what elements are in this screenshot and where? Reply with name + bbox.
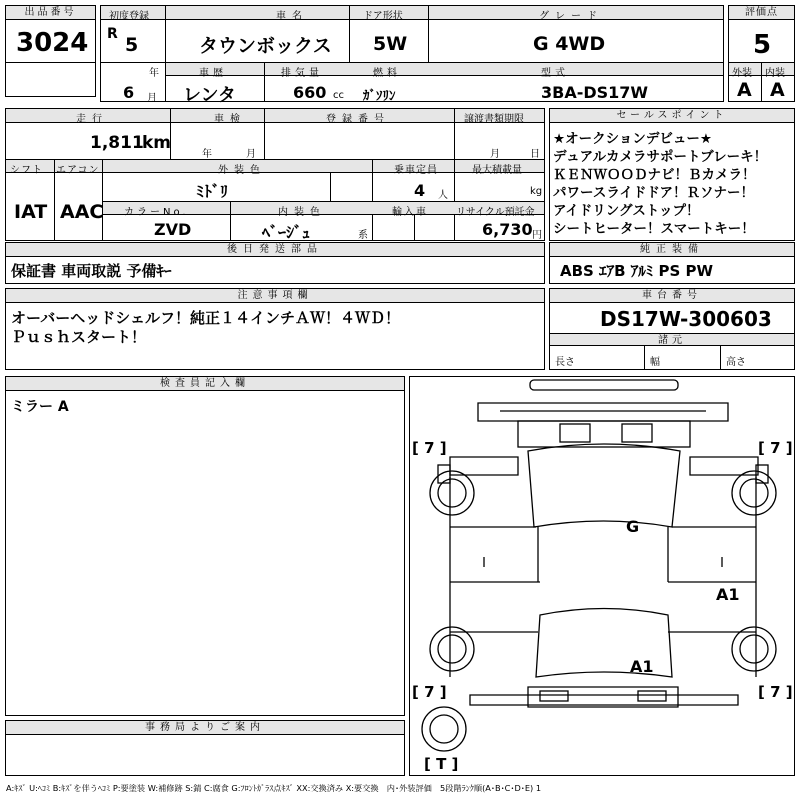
accessories-value: 保証書 車両取説 予備ｷｰ	[11, 262, 172, 280]
mileage: 1,811	[90, 133, 144, 153]
selling-point-line: パワースライドドア！Ｒソナー！	[553, 185, 755, 201]
car-name: タウンボックス	[199, 35, 332, 57]
selling-point-line: デュアルカメラサポートブレーキ！	[553, 149, 768, 165]
color-no-label: カラーNo.	[124, 207, 189, 218]
selling-points-list	[553, 130, 767, 238]
score-box	[728, 5, 795, 102]
equipment-label: 純正装備	[550, 243, 794, 257]
exterior-label: 外装	[732, 68, 752, 79]
spare-tire	[422, 707, 466, 751]
exterior-grade: A	[737, 79, 752, 101]
shift: IAT	[14, 201, 48, 223]
inspector-label: 検査員記入欄	[6, 377, 404, 391]
notes-line: オーバーヘッドシェルフ！純正１４インチＡＷ！４ＷＤ！	[11, 309, 400, 327]
interior-color-label: 内装色	[278, 207, 326, 218]
displacement: 660	[293, 83, 327, 102]
rear-bumper	[528, 687, 678, 707]
dims-label: 諸元	[550, 333, 794, 346]
reg-no-label: 登録番号	[326, 114, 390, 125]
width-label: 幅	[650, 357, 660, 368]
notes-label: 注意事項欄	[6, 289, 544, 303]
air-conditioner: AAC	[60, 201, 104, 223]
notes-text	[11, 309, 400, 347]
exterior-color: ﾐﾄﾞﾘ	[196, 182, 229, 201]
inspection-month-unit: 月	[246, 149, 256, 160]
grade: G 4WD	[533, 33, 606, 55]
ac-label: エアコン	[56, 165, 100, 176]
capacity: 4	[414, 181, 426, 200]
hood	[478, 403, 728, 421]
vehicle-details	[5, 108, 545, 241]
reg-month: 6	[123, 83, 135, 102]
import-label: 輸入車	[392, 207, 428, 218]
length-label: 長さ	[555, 357, 575, 368]
interior-color-unit: 系	[358, 230, 368, 241]
chassis-label: 車台番号	[550, 289, 794, 303]
color-number: ZVD	[154, 220, 192, 239]
lot-label: 出品番号	[6, 6, 95, 20]
month-unit: 月	[147, 93, 157, 104]
damage-diagram-box	[409, 376, 795, 776]
capacity-unit: 人	[438, 190, 448, 201]
score-label: 評価点	[729, 6, 794, 20]
recycle-fee: 6,730	[482, 220, 533, 239]
office-label: 事務局よりご案内	[6, 721, 404, 735]
wheel-rl	[430, 627, 474, 671]
selling-point-line: シートヒーター！スマートキー！	[553, 221, 755, 237]
transfer-month-unit: 月	[490, 149, 500, 160]
chassis-box	[549, 288, 795, 370]
shift-label: シフト	[10, 165, 43, 176]
inspector-box	[5, 376, 405, 716]
selling-point-line: ★オークションデビュー★	[553, 131, 712, 147]
inspection-year-unit: 年	[202, 149, 212, 160]
door-label: ドア形状	[363, 11, 403, 22]
front-panel	[518, 421, 690, 447]
capacity-label: 乗車定員	[394, 165, 438, 176]
lot-number: 3024	[16, 28, 89, 58]
notes-box	[5, 288, 545, 370]
equipment-value: ABS ｴｱB ｱﾙﾐ PS PW	[560, 262, 714, 280]
tire-br: [ 7 ]	[758, 683, 793, 701]
notes-line: Ｐｕｓｈスタート！	[11, 328, 147, 346]
wheel-rr	[732, 627, 776, 671]
load-unit: kg	[530, 186, 543, 197]
tire-tl: [ 7 ]	[412, 439, 447, 457]
load-label: 最大積載量	[472, 165, 522, 176]
fuel: ｶﾞｿﾘﾝ	[363, 89, 396, 104]
recycle-unit: 円	[532, 230, 542, 241]
spare-tire-mark: [ T ]	[424, 755, 459, 773]
mileage-unit: km	[142, 133, 172, 153]
office-box	[5, 720, 405, 776]
equipment-box	[549, 242, 795, 284]
accessories-box	[5, 242, 545, 284]
fuel-label: 燃料	[373, 68, 401, 79]
transfer-label: 譲渡書類期限	[464, 114, 524, 125]
legend-text: A:ｷｽﾞ U:ﾍｺﾐ B:ｷｽﾞを伴うﾍｺﾐ P:要塗装 W:補修跡 S:錆 C:腐食 G:ﾌﾛﾝﾄｶﾞﾗｽ点ｷｽﾞ XX:交換済み X:要交換 内･外装評価 5段階ﾗﾝｸ順(A･B･C･D･E) 1	[6, 783, 542, 793]
tire-tr: [ 7 ]	[758, 439, 793, 457]
displacement-unit: cc	[333, 90, 344, 101]
displacement-label: 排気量	[281, 68, 323, 79]
recycle-label: リサイクル預託金	[456, 207, 535, 218]
grade-label: グレード	[539, 11, 603, 22]
mark-a1-rear: A1	[630, 657, 654, 676]
lot-number-box	[5, 5, 96, 97]
front-bumper	[530, 380, 678, 390]
interior-grade: A	[770, 79, 785, 101]
height-label: 高さ	[726, 357, 746, 368]
selling-point-line: ＫＥＮＷＯＯＤナビ！Ｂカメラ！	[553, 167, 756, 183]
model-code: 3BA-DS17W	[541, 83, 649, 102]
vehicle-header	[100, 5, 724, 106]
car-name-label: 車名	[276, 11, 308, 22]
interior-color: ﾍﾞｰｼﾞｭ	[262, 223, 311, 242]
selling-points-box	[549, 108, 795, 241]
roof	[528, 444, 680, 527]
era: R	[107, 26, 118, 42]
score: 5	[753, 30, 772, 60]
model-label: 型式	[541, 68, 569, 79]
interior-label: 内装	[765, 68, 785, 79]
selling-point-line: アイドリングストップ！	[553, 203, 700, 219]
door-type: 5W	[373, 33, 408, 55]
tire-bl: [ 7 ]	[412, 683, 447, 701]
color-label: 外装色	[218, 165, 266, 176]
history: レンタ	[183, 85, 236, 106]
wheel-fl	[430, 471, 474, 515]
first-reg-label: 初度登録	[109, 11, 149, 22]
mark-g: G	[626, 517, 640, 536]
year-unit: 年	[149, 68, 159, 79]
chassis-number: DS17W-300603	[600, 307, 772, 331]
wheel-fr	[732, 471, 776, 515]
transfer-day-unit: 日	[530, 149, 540, 160]
history-label: 車歴	[199, 68, 227, 79]
accessories-label: 後日発送部品	[6, 243, 544, 257]
selling-points-label: セールスポイント	[550, 109, 794, 123]
inspection-label: 車検	[214, 114, 246, 125]
car-diagram	[410, 377, 794, 775]
inspector-value: ミラー A	[11, 399, 69, 415]
reg-year: 5	[125, 34, 139, 56]
mark-a1-side: A1	[716, 585, 740, 604]
mileage-label: 走行	[76, 114, 108, 125]
